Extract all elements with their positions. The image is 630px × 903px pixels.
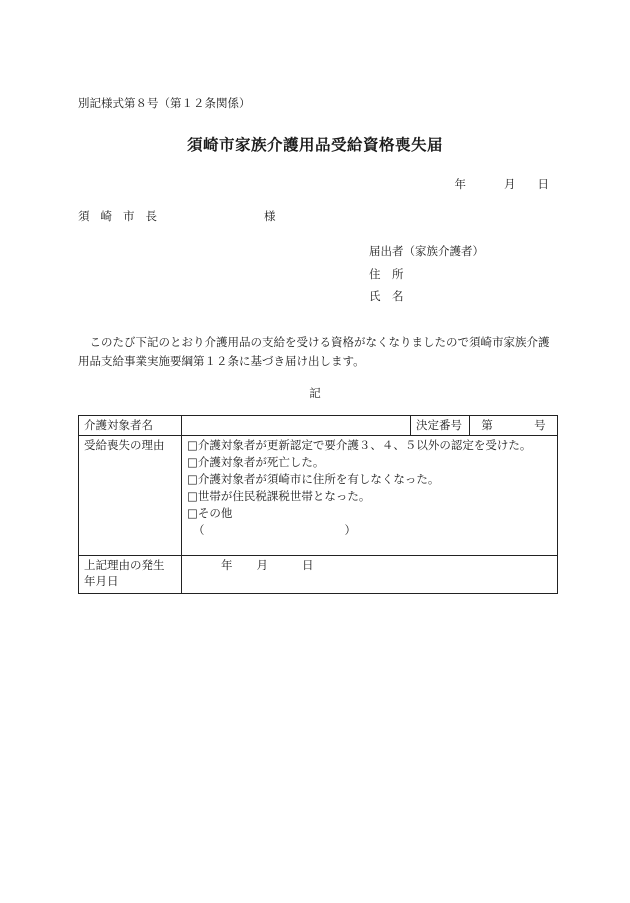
applicant-heading: 届出者（家族介護者） [369,244,484,258]
form-table [78,415,558,594]
reason-option[interactable]: □その他 [187,506,233,520]
addressee: 須崎市長 [78,209,168,223]
reason-option[interactable]: □世帯が住民税課税世帯となった。 [187,489,371,503]
date-line [455,176,550,192]
occurrence-date-label [79,556,182,594]
reason-option[interactable]: □介護対象者が須崎市に住所を有しなくなった。 [187,472,440,486]
other-reason-field[interactable] [187,522,552,539]
decision-number-prefix: 第 [481,418,493,432]
date-day: 日 [537,177,549,191]
other-close-paren: ） [344,523,356,537]
decision-number-suffix: 号 [534,418,546,432]
applicant-name-label: 氏 名 [369,289,404,303]
date-month: 月 [504,177,516,191]
applicant-address-label: 住 所 [369,266,404,281]
reason-option[interactable]: □介護対象者が更新認定で要介護３、４、５以外の認定を受けた。 [187,438,532,452]
occurrence-date-field[interactable] [182,556,558,594]
form-id: 別記様式第８号（第１２条関係） [78,96,251,110]
occurrence-day: 日 [302,558,314,572]
table-row [79,556,558,594]
reason-label: 受給喪失の理由 [79,436,182,556]
other-open-paren: （ [193,523,205,537]
occurrence-month: 月 [256,558,268,572]
date-year: 年 [454,177,466,191]
subject-name-field[interactable] [182,416,411,436]
page-title: 須崎市家族介護用品受給資格喪失届 [186,135,443,154]
body-text: このたび下記のとおり介護用品の支給を受ける資格がなくなりましたので須崎市家族介護用品支給事業実施要綱第１２条に基づき届け出します。 [78,335,550,368]
subject-name-label: 介護対象者名 [79,416,182,436]
applicant-block [369,240,484,308]
occurrence-label-line2: 年月日 [84,574,119,588]
ki-heading: 記 [309,386,321,400]
occurrence-year: 年 [221,558,233,572]
decision-number-field[interactable] [470,416,558,436]
table-row [79,436,558,556]
reason-option[interactable]: □介護対象者が死亡した。 [187,455,325,469]
table-row [79,416,558,436]
reason-options [182,436,558,556]
honorific: 様 [264,209,276,223]
decision-number-label: 決定番号 [411,416,470,436]
occurrence-label-line1: 上記理由の発生 [84,558,165,572]
